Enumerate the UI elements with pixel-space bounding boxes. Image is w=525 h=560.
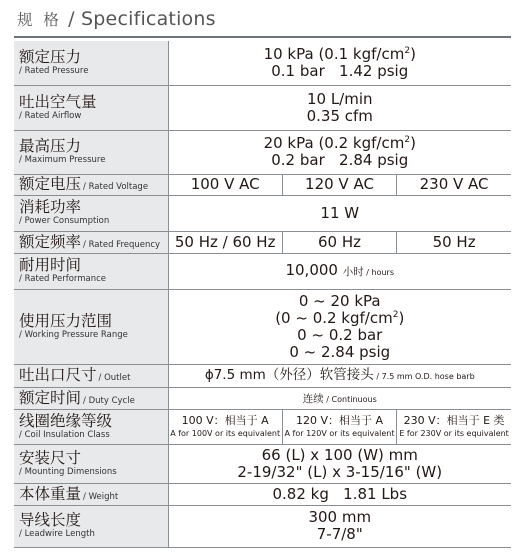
label-en: / Rated Airflow	[19, 110, 82, 121]
label-cn: 额定压力	[19, 47, 82, 66]
table-row	[14, 505, 511, 547]
label-en: / Maximum Pressure	[19, 155, 106, 166]
row-label	[14, 195, 168, 231]
label-en: / Rated Voltage	[83, 182, 149, 193]
value-line: 20 kPa (0.2 kgf/$cm^2$)	[263, 134, 416, 152]
row-value: 0.82 kg 1.81 Lbs	[168, 483, 511, 505]
label-en: / Duty Cycle	[83, 395, 135, 406]
row-value: 10,000 小时 / hours	[168, 253, 511, 289]
row-value: 300 mm 7-7/8"	[168, 505, 511, 547]
label-cn: 线圈绝缘等级	[19, 411, 113, 430]
page-title	[17, 8, 216, 30]
row-value: 0 ~ 20 kPa (0 ~ 0.2 kgf/$cm^2$) 0 ~ 0.2 bar 0 ~ 2.84 psig	[168, 289, 511, 364]
label-cn: 使用压力范围	[19, 311, 113, 330]
label-cn: 吐出空气量	[19, 92, 97, 111]
table-row	[14, 387, 511, 409]
label-en: / Coil Insulation Class	[19, 429, 110, 440]
row-value: 11 W	[168, 195, 511, 231]
title-rule	[14, 36, 511, 38]
label-cn: 导线长度	[19, 511, 82, 530]
row-label	[14, 387, 168, 409]
row-label	[14, 505, 168, 547]
table-row	[14, 195, 511, 231]
label-en: / Working Pressure Range	[19, 329, 128, 340]
insulation-100: 100 V：相当于 A A for 100V or its equivalent	[168, 409, 282, 444]
label-cn: 最高压力	[19, 137, 82, 156]
title-cn: 规 格	[17, 11, 62, 29]
row-label	[14, 444, 168, 483]
table-row	[14, 174, 511, 195]
table-row	[14, 85, 511, 130]
table-row	[14, 289, 511, 364]
table-row	[14, 444, 511, 483]
label-cn: 耐用时间	[19, 256, 82, 275]
row-label	[14, 231, 168, 253]
row-label	[14, 253, 168, 289]
row-value	[168, 41, 511, 85]
row-value: 连续 / Continuous	[168, 387, 511, 409]
label-en: / Leadwire Length	[19, 529, 95, 540]
insulation-230: 230 V：相当于 E 类 E for 230V or its equivalent	[397, 409, 511, 444]
row-label	[14, 41, 168, 85]
row-value	[168, 85, 511, 130]
label-cn: 额定电压	[19, 175, 82, 194]
value-line: 0.1 bar 1.42 psig	[271, 61, 409, 80]
row-label	[14, 364, 168, 387]
frequency-230: 50 Hz	[397, 231, 511, 253]
label-en: / Weight	[83, 491, 119, 502]
row-value: 66 (L) x 100 (W) mm 2-19/32" (L) x 3-15/16" (W)	[168, 444, 511, 483]
value-line: 0.2 bar 2.84 psig	[271, 151, 409, 169]
table-row	[14, 364, 511, 387]
label-en: / Rated Pressure	[19, 65, 89, 76]
label-en: / Power Consumption	[19, 216, 110, 227]
value-line: 0.35 cfm	[306, 106, 373, 125]
value-line: 10 L/min	[306, 89, 373, 108]
row-label	[14, 85, 168, 130]
label-cn: 本体重量	[19, 484, 82, 503]
row-value	[168, 130, 511, 174]
table-row	[14, 483, 511, 505]
label-cn: 吐出口尺寸	[19, 366, 97, 385]
row-label	[14, 289, 168, 364]
label-en: / Mounting Dimensions	[19, 466, 117, 477]
title-separator: /	[61, 8, 82, 30]
insulation-120: 120 V：相当于 A A for 120V or its equivalent	[282, 409, 396, 444]
voltage-100: 100 V AC	[168, 174, 282, 195]
specifications-table	[14, 41, 511, 548]
frequency-100: 50 Hz / 60 Hz	[168, 231, 282, 253]
label-cn: 消耗功率	[19, 198, 82, 217]
value-line: 10 kPa (0.1 kgf/$cm^2$)	[263, 44, 416, 63]
row-label	[14, 409, 168, 444]
label-cn: 额定时间	[19, 388, 82, 407]
row-label	[14, 174, 168, 195]
table-row	[14, 409, 511, 444]
label-en: / Outlet	[98, 373, 131, 384]
table-row	[14, 253, 511, 289]
frequency-120: 60 Hz	[282, 231, 396, 253]
label-cn: 额定频率	[19, 232, 82, 251]
label-en: / Rated Performance	[19, 274, 107, 285]
table-row	[14, 231, 511, 253]
voltage-120: 120 V AC	[282, 174, 396, 195]
label-cn: 安装尺寸	[19, 448, 82, 467]
table-row	[14, 130, 511, 174]
label-en: / Rated Frequency	[83, 239, 161, 250]
row-value: ϕ7.5 mm（外径）软管接头 / 7.5 mm O.D. hose barb	[168, 364, 511, 387]
row-label	[14, 483, 168, 505]
table-row	[14, 41, 511, 85]
title-en: Specifications	[81, 8, 216, 30]
voltage-230: 230 V AC	[397, 174, 511, 195]
row-label	[14, 130, 168, 174]
